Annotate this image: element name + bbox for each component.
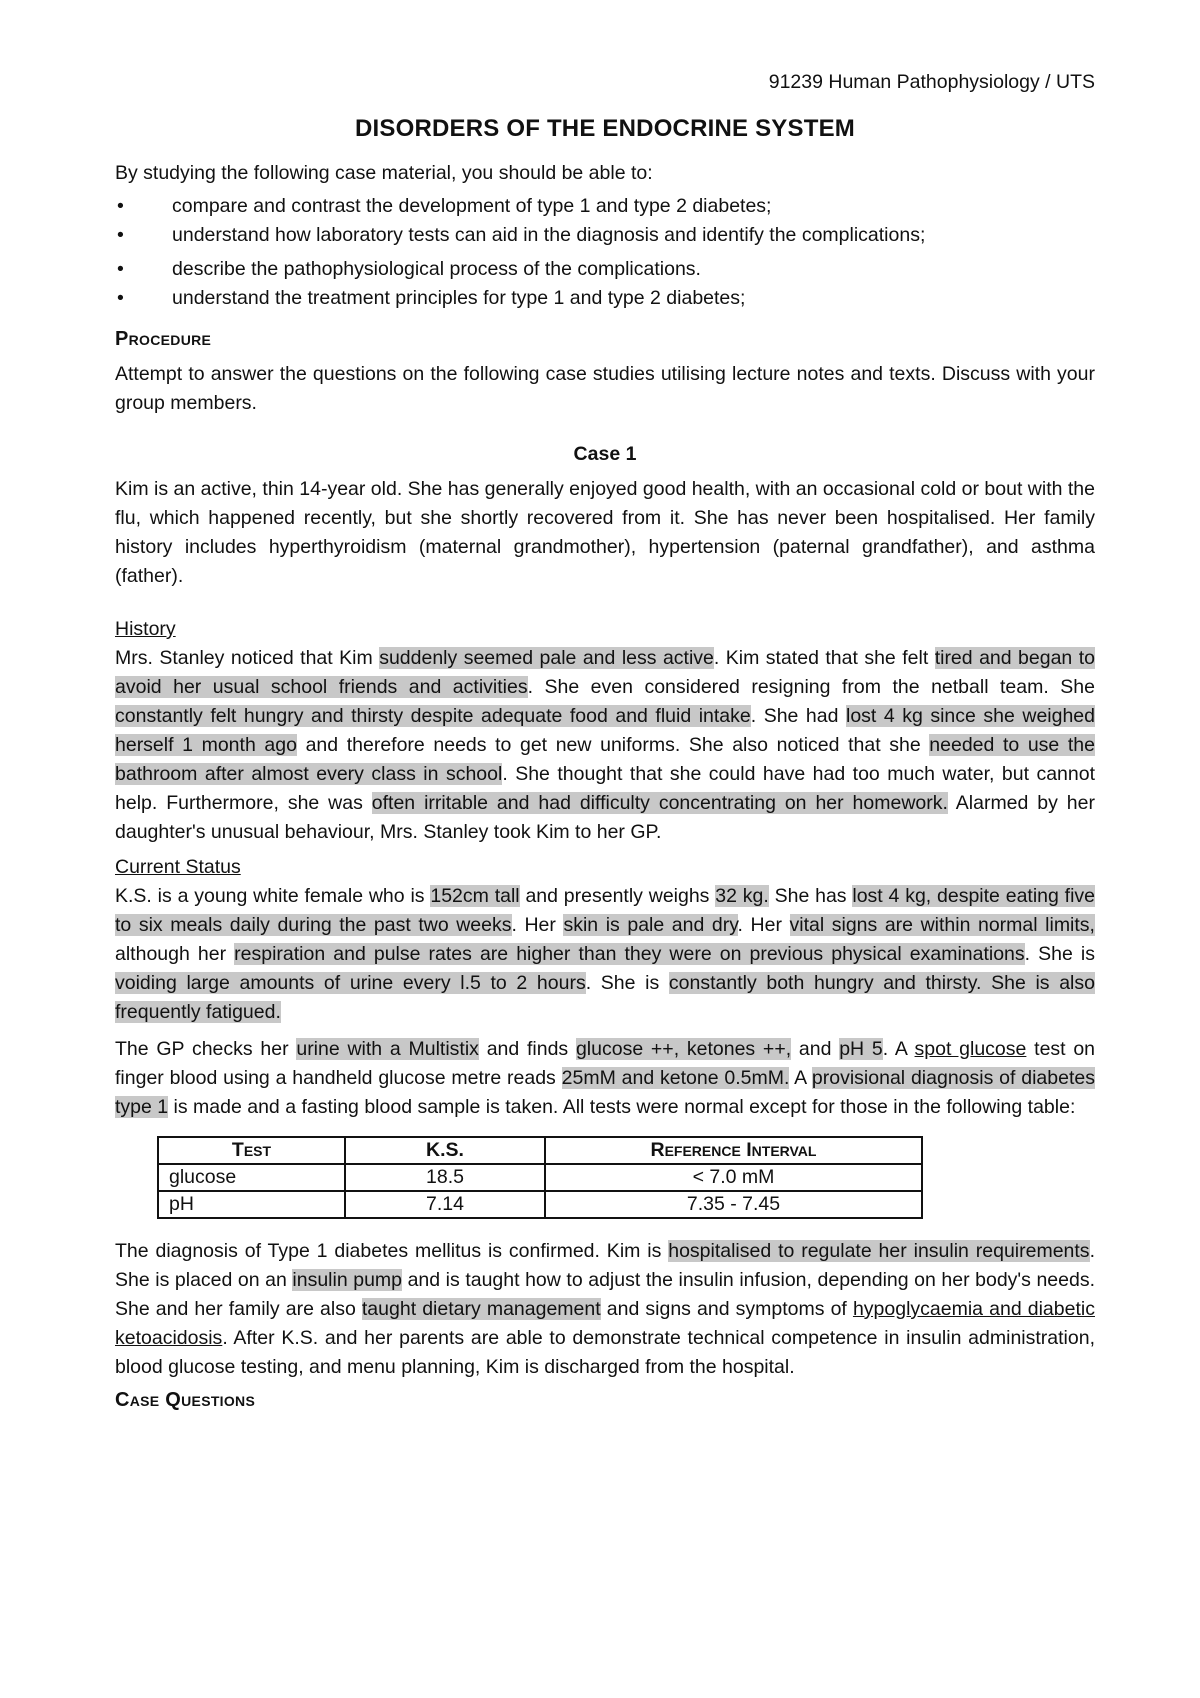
- diagnosis-text: [115, 1237, 1095, 1382]
- objectives-list: [115, 192, 1095, 313]
- intro-text: By studying the following case material, you should be able to:: [115, 162, 653, 184]
- case-intro: Kim is an active, thin 14-year old. She has generally enjoyed good health, with an occasional cold or bout with the flu, which happened recently, but she shortly recovered from it. She has never been hospitalised. Her family history includes hyperthyroidism (maternal grandmother), hypertension (paternal grandfather), and asthma (father).: [115, 478, 1095, 587]
- text-run: and is taught how to adjust the insulin infusion, depending on her body's needs. She and her family are also: [115, 1269, 1095, 1320]
- table-cell: 7.35 - 7.45: [545, 1191, 922, 1218]
- text-run: The GP checks her: [115, 1038, 297, 1060]
- text-run: She has: [768, 885, 853, 907]
- highlighted-text: voiding large amounts of urine every l.5 to 2 hours: [115, 972, 586, 994]
- highlighted-text: urine with a Multistix: [296, 1038, 479, 1060]
- highlighted-text: constantly both hungry and thirsty. She is also frequently fatigued.: [115, 972, 1095, 1023]
- highlighted-text: tired and began to avoid her usual school friends and activities: [115, 647, 1095, 698]
- text-run: . Her: [737, 914, 790, 936]
- current-status-text: [115, 882, 1095, 1027]
- document-page: [115, 68, 1095, 1421]
- text-run: . She thought that she could have had too much water, but cannot help. Furthermore, she was: [115, 763, 1095, 814]
- highlighted-text: constantly felt hungry and thirsty despite adequate food and fluid intake: [115, 705, 751, 727]
- text-run: . She even considered resigning from the netball team. She: [527, 676, 1095, 698]
- bullet-icon: •: [117, 287, 124, 309]
- highlighted-text: glucose ++, ketones ++,: [575, 1038, 792, 1060]
- highlighted-text: 152cm tall: [430, 885, 520, 907]
- text-run: . She is: [1024, 943, 1095, 965]
- text-run: and presently weighs: [519, 885, 716, 907]
- column-header-reference: Reference Interval: [545, 1137, 922, 1164]
- text-run: and therefore needs to get new uniforms. She also noticed that she: [296, 734, 930, 756]
- table-header-row: [158, 1137, 922, 1164]
- highlighted-text: vital signs are within normal limits,: [789, 914, 1095, 936]
- highlighted-text: often irritable and had difficulty concentrating on her homework.: [371, 792, 948, 814]
- text-run: . She is placed on an: [115, 1240, 1095, 1291]
- history-heading: History: [115, 618, 176, 640]
- text-run: test on finger blood using a handheld glucose metre reads: [115, 1038, 1096, 1089]
- table-row: [158, 1164, 922, 1191]
- bullet-icon: •: [117, 195, 124, 217]
- highlighted-text: respiration and pulse rates are higher than they were on previous physical examinations: [234, 943, 1025, 965]
- table-cell: < 7.0 mM: [545, 1164, 922, 1191]
- page-title: DISORDERS OF THE ENDOCRINE SYSTEM: [355, 115, 855, 142]
- highlighted-text: pH 5: [839, 1038, 883, 1060]
- table-cell: 18.5: [345, 1164, 545, 1191]
- highlighted-text: insulin pump: [292, 1269, 403, 1291]
- underlined-text: hypoglycaemia and diabetic ketoacidosis: [115, 1298, 1095, 1349]
- highlighted-text: taught dietary management: [361, 1298, 601, 1320]
- text-run: . Her: [511, 914, 564, 936]
- highlighted-text: provisional diagnosis of diabetes type 1: [115, 1067, 1095, 1118]
- column-header-test: Test: [158, 1137, 345, 1164]
- text-run: and signs and symptoms of: [600, 1298, 853, 1320]
- history-text: [115, 644, 1095, 847]
- text-run: is made and a fasting blood sample is taken. All tests were normal except for those in the following table:: [168, 1096, 1076, 1118]
- highlighted-text: lost 4 kg, despite eating five to six meals daily during the past two weeks: [115, 885, 1096, 936]
- current-status-heading: Current Status: [115, 856, 241, 878]
- text-run: . A: [882, 1038, 915, 1060]
- highlighted-text: hospitalised to regulate her insulin requirements: [668, 1240, 1090, 1262]
- text-run: although her: [115, 943, 235, 965]
- text-run: Alarmed by her daughter's unusual behaviour, Mrs. Stanley took Kim to her GP.: [115, 792, 1095, 843]
- table-cell: pH: [158, 1191, 345, 1218]
- highlighted-text: 32 kg.: [715, 885, 769, 907]
- procedure-text: Attempt to answer the questions on the following case studies utilising lecture notes and texts. Discuss with your group members.: [115, 363, 1095, 414]
- procedure-heading: Procedure: [115, 328, 212, 350]
- list-item: • understand the treatment principles for type 1 and type 2 diabetes;: [115, 284, 1095, 313]
- highlighted-text: skin is pale and dry: [563, 914, 738, 936]
- text-run: . She is: [585, 972, 669, 994]
- table-cell: glucose: [158, 1164, 345, 1191]
- lab-results-table: [157, 1136, 923, 1219]
- text-run: . After K.S. and her parents are able to demonstrate technical competence in insulin administration, blood glucose testing, and menu planning, Kim is discharged from the hospital.: [115, 1327, 1095, 1378]
- case-heading: Case 1: [573, 443, 637, 465]
- table-row: [158, 1191, 922, 1218]
- text-run: and finds: [478, 1038, 576, 1060]
- text-run: K.S. is a young white female who is: [115, 885, 431, 907]
- gp-findings-text: [115, 1035, 1095, 1122]
- text-run: The diagnosis of Type 1 diabetes mellitus is confirmed. Kim is: [115, 1240, 669, 1262]
- case-questions-heading: Case Questions: [115, 1389, 256, 1411]
- course-header: 91239 Human Pathophysiology / UTS: [768, 71, 1095, 93]
- highlighted-text: suddenly seemed pale and less active: [379, 647, 714, 669]
- text-run: . She had: [750, 705, 846, 727]
- text-run: A: [789, 1067, 812, 1089]
- highlighted-text: lost 4 kg since she weighed herself 1 month ago: [115, 705, 1095, 756]
- list-item: • describe the pathophysiological process of the complications.: [115, 255, 1095, 284]
- highlighted-text: needed to use the bathroom after almost every class in school: [115, 734, 1095, 785]
- list-item: • understand how laboratory tests can aid in the diagnosis and identify the complications;: [115, 221, 1095, 250]
- underlined-text: spot glucose: [914, 1038, 1027, 1060]
- text-run: Mrs. Stanley noticed that Kim: [115, 647, 380, 669]
- list-item: • compare and contrast the development of type 1 and type 2 diabetes;: [115, 192, 1095, 221]
- highlighted-text: 25mM and ketone 0.5mM.: [561, 1067, 790, 1089]
- column-header-ks: K.S.: [345, 1137, 545, 1164]
- text-run: . Kim stated that she felt: [713, 647, 935, 669]
- bullet-icon: •: [117, 224, 124, 246]
- bullet-icon: •: [117, 258, 124, 280]
- table-cell: 7.14: [345, 1191, 545, 1218]
- text-run: and: [791, 1038, 840, 1060]
